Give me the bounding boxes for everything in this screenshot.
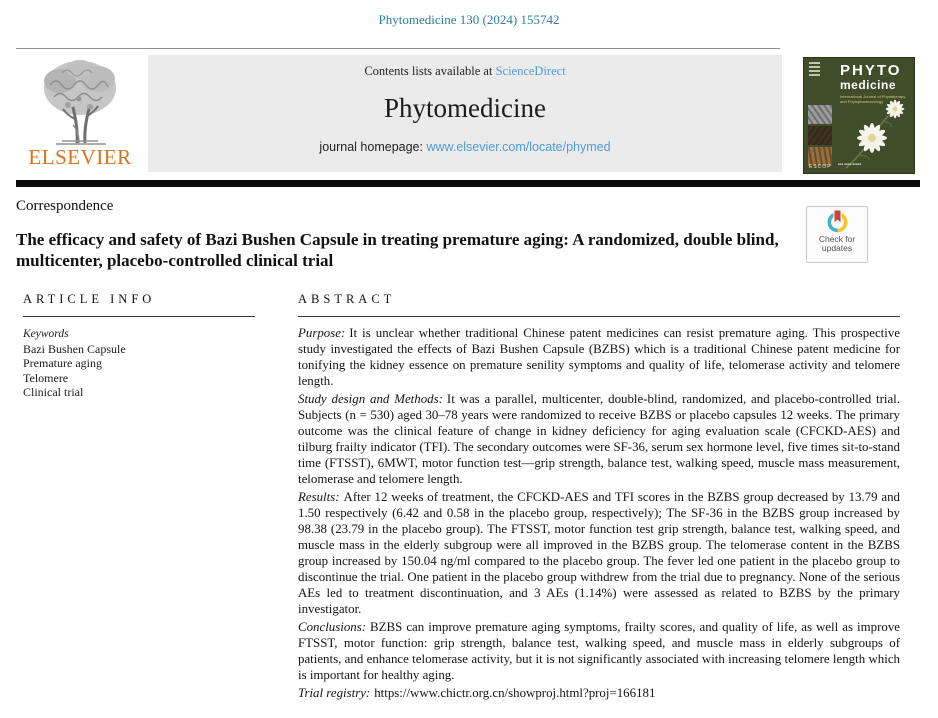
abstract-rule	[298, 316, 900, 317]
abstract-paragraph-trial-registry	[298, 685, 900, 701]
abstract-label: Study design and Methods:	[298, 392, 443, 406]
journal-header-box	[148, 55, 782, 172]
top-divider	[16, 48, 780, 49]
abstract-label: Trial registry:	[298, 686, 371, 700]
flower-illustration	[838, 96, 914, 170]
contents-line	[148, 55, 782, 79]
abstract-paragraph-conclusions	[298, 619, 900, 683]
publisher-name: ELSEVIER	[28, 145, 132, 169]
article-title: The efficacy and safety of Bazi Bushen Capsule in treating premature aging: A randomized, double blind, multicenter, placebo-controlled clinical trial	[16, 230, 779, 270]
abstract-text: BZBS can improve premature aging symptoms, frailty scores, and quality of life, as well as improve FTSST, motor function: grip strength, balance test, walking speed, and muscle mass in elderly subgroups of patients, and enhance telomerase activity, but it is not significantly associated with increasing telomere length which is important for healthy aging.	[298, 620, 900, 682]
abstract-text: It was a parallel, multicenter, double-blind, randomized, and placebo-controlled trial. Subjects (n = 530) aged 30–78 years were randomized to receive BZBS or placebo capsules 12 weeks. The primary outcome was the clinical feature of change in kidney deficiency for aging evaluation scale (CFCKD-AES) and tilburg frailty indicator (TFI). The secondary outcomes were SF-36, serum sex hormone level, five times sit-to-stand time (FTSST), 6MWT, motor function test—grip strength, balance test, walking speed, muscle mass measurement, telomerase and telomere length.	[298, 392, 900, 486]
article-info-section	[23, 292, 255, 400]
homepage-label: journal homepage:	[319, 140, 423, 154]
crossmark-icon	[824, 209, 851, 235]
abstract-label: Results:	[298, 490, 340, 504]
cover-footer-smallprint: ■■■ ■■■■ ■■■■■	[838, 163, 862, 166]
abstract-label: Purpose:	[298, 326, 346, 340]
trial-registry-url[interactable]: https://www.chictr.org.cn/showproj.html?proj=166181	[374, 686, 656, 700]
journal-citation: Phytomedicine 130 (2024) 155742	[378, 12, 560, 27]
abstract-text: After 12 weeks of treatment, the CFCKD-AES and TFI scores in the BZBS group decreased by 13.79 and 1.50 respectively (6.42 and 0.58 in the placebo group, respectively); The SF-36 in the BZBS group increased by 98.38 (23.79 in the placebo group). The FTSST, motor function test grip strength, balance test, walking speed, and muscle mass in the elderly subgroup were all improved in the BZBS group. The telomerase content in the BZBS group increased by 150.04 ng/ml compared to the placebo group. The fever led one patient in the placebo group to discontinue the trial. One patient in the placebo group withdrew from the trial due to pregnancy. None of the serious AEs led to treatment discontinuation, and 3 AEs (1.14%) were assessed as related to BZBS by the primary investigator.	[298, 490, 900, 616]
cover-thumbnail-tissue	[808, 126, 832, 145]
masthead	[16, 55, 920, 172]
keyword-item: Telomere	[23, 370, 69, 385]
cover-footer-text: ESCOP	[809, 164, 832, 170]
abstract-text: It is unclear whether traditional Chinese patent medicines can resist premature aging. This prospective study investigated the effects of Bazi Bushen Capsule (BZBS) which is a traditional Chinese patent medicine for tonifying the kidney essence on premature senility symptoms and quality of life, telomerase activity and telomere length.	[298, 326, 900, 388]
homepage-line	[148, 140, 782, 154]
abstract-paragraph-results	[298, 489, 900, 617]
cover-thumbnail-micrograph	[808, 105, 832, 124]
keyword-item: Premature aging	[23, 356, 102, 370]
check-badge-text	[819, 235, 855, 253]
cover-thumbnails	[808, 105, 832, 168]
masthead-divider	[16, 180, 920, 187]
keywords-label: Keywords	[23, 328, 69, 340]
article-info-rule	[23, 316, 255, 317]
contents-text: Contents lists available at	[364, 64, 493, 78]
abstract-paragraph-methods	[298, 391, 900, 487]
journal-cover	[803, 57, 915, 174]
check-badge-line2: updates	[821, 243, 853, 253]
cover-title-top: PHYTO	[840, 62, 902, 79]
keyword-item: Bazi Bushen Capsule	[23, 341, 126, 356]
check-for-updates-badge[interactable]	[806, 206, 868, 263]
cover-subtitle-line1: International Journal of Phytotherapy	[840, 94, 906, 99]
article-info-heading: ARTICLE INFO	[23, 292, 156, 306]
abstract-heading: ABSTRACT	[298, 292, 396, 306]
check-badge-line1: Check for	[818, 234, 856, 244]
abstract-paragraph-purpose	[298, 325, 900, 389]
homepage-link[interactable]: www.elsevier.com/locate/phymed	[426, 140, 611, 154]
cover-title	[840, 63, 901, 91]
abstract-section	[298, 292, 900, 703]
publisher-logo	[16, 55, 144, 172]
abstract-label: Conclusions:	[298, 620, 367, 634]
cover-publisher-mark	[809, 62, 820, 76]
sciencedirect-link[interactable]: ScienceDirect	[495, 64, 566, 78]
article-type-label: Correspondence	[16, 198, 114, 214]
cover-title-bottom: medicine	[840, 78, 897, 92]
keyword-item: Clinical trial	[23, 385, 84, 399]
elsevier-tree-icon	[28, 55, 132, 147]
cover-subtitle-line2: and Phytopharmacology	[840, 99, 884, 104]
journal-title: Phytomedicine	[384, 93, 546, 123]
